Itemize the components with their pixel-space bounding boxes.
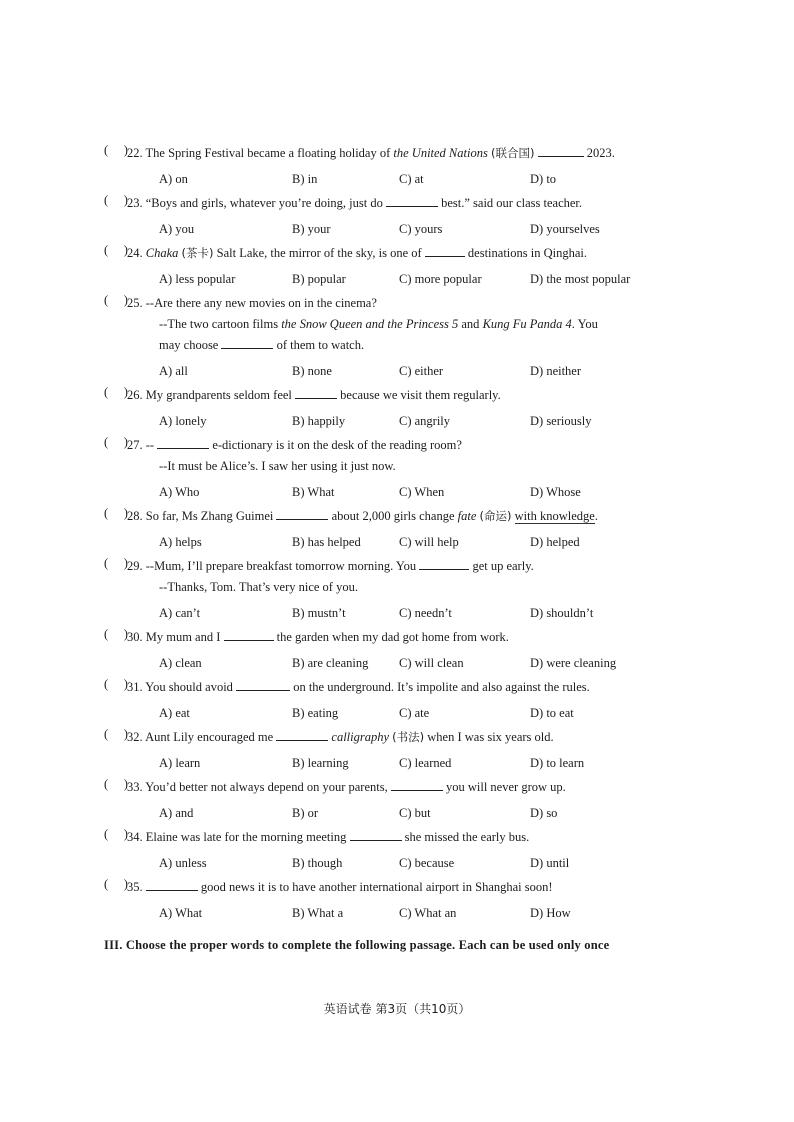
question-stem-line: 30. My mum and I the garden when my dad got home from work. (127, 630, 509, 644)
option-c[interactable]: C) will help (399, 535, 459, 549)
answer-blank[interactable] (391, 778, 443, 791)
question-stem-line: 25. --Are there any new movies on in the cinema? (127, 296, 377, 310)
options-row (127, 651, 687, 675)
answer-parentheses[interactable]: ( ) (104, 143, 128, 157)
answer-blank[interactable] (425, 244, 465, 257)
question-number: 32. (127, 730, 146, 744)
question-number: 22. (127, 146, 146, 160)
question-number: 31. (127, 680, 146, 694)
question-number: 33. (127, 780, 146, 794)
question-stem-line: --It must be Alice’s. I saw her using it just now. (159, 459, 396, 473)
question-number: 24. (127, 246, 146, 260)
page-footer: 英语试卷 第3页（共10页） (323, 1002, 471, 1016)
answer-parentheses[interactable]: ( ) (104, 556, 128, 570)
options-row (127, 801, 687, 825)
option-c[interactable]: C) either (399, 364, 444, 378)
option-a[interactable]: A) less popular (159, 272, 236, 286)
option-a[interactable]: A) helps (159, 535, 202, 549)
option-b[interactable]: B) your (292, 222, 331, 236)
question-number: 25. (127, 296, 146, 310)
option-a[interactable]: A) all (159, 364, 188, 378)
question-stem-line: --The two cartoon films the Snow Queen and the Princess 5 and Kung Fu Panda 4. You (159, 317, 598, 331)
question-31 (0, 677, 687, 727)
question-number: 27. (127, 438, 146, 452)
options-row (127, 267, 687, 291)
question-34 (0, 827, 687, 877)
option-a[interactable]: A) eat (159, 706, 190, 720)
question-stem-line: --Thanks, Tom. That’s very nice of you. (159, 580, 358, 594)
options-row (127, 530, 687, 554)
option-a[interactable]: A) and (159, 806, 194, 820)
question-stem-line: may choose of them to watch. (159, 338, 365, 352)
option-b[interactable]: B) What (292, 485, 335, 499)
option-d[interactable]: D) were cleaning (530, 656, 617, 670)
option-b[interactable]: B) eating (292, 706, 339, 720)
question-24 (0, 243, 687, 293)
question-number: 29. (127, 559, 146, 573)
option-c[interactable]: C) yours (399, 222, 443, 236)
question-list (0, 143, 794, 927)
options-row (127, 167, 687, 191)
question-stem-line: 26. My grandparents seldom feel because we visit them regularly. (127, 388, 501, 402)
option-c[interactable]: C) learned (399, 756, 452, 770)
answer-parentheses[interactable]: ( ) (104, 435, 128, 449)
option-c[interactable]: C) When (399, 485, 445, 499)
question-stem-line: 33. You’d better not always depend on your parents, you will never grow up. (127, 780, 566, 794)
answer-parentheses[interactable]: ( ) (104, 827, 128, 841)
option-d[interactable]: D) so (530, 806, 558, 820)
question-30 (0, 627, 687, 677)
option-b[interactable]: B) in (292, 172, 318, 186)
answer-blank[interactable] (276, 507, 328, 520)
option-d[interactable]: D) to learn (530, 756, 585, 770)
option-a[interactable]: A) on (159, 172, 188, 186)
options-row (127, 359, 687, 383)
answer-blank[interactable] (350, 828, 402, 841)
answer-parentheses[interactable]: ( ) (104, 877, 128, 891)
options-row (127, 409, 687, 433)
option-c[interactable]: C) needn’t (399, 606, 452, 620)
option-a[interactable]: A) Who (159, 485, 200, 499)
option-b[interactable]: B) popular (292, 272, 346, 286)
option-c[interactable]: C) because (399, 856, 455, 870)
question-28 (0, 506, 687, 556)
answer-parentheses[interactable]: ( ) (104, 293, 128, 307)
answer-parentheses[interactable]: ( ) (104, 193, 128, 207)
question-stem-line: 31. You should avoid on the underground. It’s impolite and also against the rules. (127, 680, 590, 694)
question-number: 34. (127, 830, 146, 844)
answer-blank[interactable] (538, 144, 584, 157)
option-c[interactable]: C) will clean (399, 656, 464, 670)
option-b[interactable]: B) are cleaning (292, 656, 369, 670)
answer-blank[interactable] (146, 878, 198, 891)
option-c[interactable]: C) at (399, 172, 424, 186)
option-a[interactable]: A) clean (159, 656, 202, 670)
option-d[interactable]: D) helped (530, 535, 580, 549)
question-23 (0, 193, 687, 243)
question-stem-line: 32. Aunt Lily encouraged me calligraphy (书法) when I was six years old. (127, 730, 554, 744)
question-stem-line: 28. So far, Ms Zhang Guimei about 2,000 girls change fate (命运) with knowledge. (127, 509, 598, 523)
option-a[interactable]: A) you (159, 222, 195, 236)
option-d[interactable]: D) to (530, 172, 557, 186)
options-row (127, 751, 687, 775)
option-d[interactable]: D) shouldn’t (530, 606, 594, 620)
answer-blank[interactable] (276, 728, 328, 741)
options-row (127, 901, 687, 925)
option-a[interactable]: A) can’t (159, 606, 201, 620)
options-row (127, 701, 687, 725)
question-stem-line: 22. The Spring Festival became a floating holiday of the United Nations (联合国) 2023. (127, 146, 615, 160)
option-b[interactable]: B) learning (292, 756, 349, 770)
answer-blank[interactable] (419, 557, 469, 570)
question-stem-line: 35. good news it is to have another international airport in Shanghai soon! (127, 880, 553, 894)
options-row (127, 217, 687, 241)
option-a[interactable]: A) learn (159, 756, 201, 770)
question-29 (0, 556, 687, 627)
option-d[interactable]: D) Whose (530, 485, 581, 499)
question-33 (0, 777, 687, 827)
option-c[interactable]: C) ate (399, 706, 430, 720)
question-number: 35. (127, 880, 146, 894)
question-stem-line: 27. -- e-dictionary is it on the desk of the reading room? (127, 438, 462, 452)
answer-parentheses[interactable]: ( ) (104, 627, 128, 641)
option-b[interactable]: B) or (292, 806, 319, 820)
question-stem-line: 23. “Boys and girls, whatever you’re doing, just do best.” said our class teacher. (127, 196, 583, 210)
answer-parentheses[interactable]: ( ) (104, 677, 128, 691)
option-d[interactable]: D) to eat (530, 706, 574, 720)
answer-blank[interactable] (295, 386, 337, 399)
question-number: 23. (127, 196, 146, 210)
option-b[interactable]: B) happily (292, 414, 346, 428)
options-row (127, 601, 687, 625)
option-a[interactable]: A) unless (159, 856, 207, 870)
option-d[interactable]: D) the most popular (530, 272, 631, 286)
answer-blank[interactable] (236, 678, 290, 691)
option-d[interactable]: D) neither (530, 364, 582, 378)
question-32 (0, 727, 687, 777)
question-35 (0, 877, 687, 927)
section-title: III. Choose the proper words to complete the following passage. Each can be used only once (104, 938, 610, 952)
answer-blank[interactable] (386, 194, 438, 207)
option-b[interactable]: B) has helped (292, 535, 361, 549)
option-c[interactable]: C) What an (399, 906, 457, 920)
question-number: 26. (127, 388, 146, 402)
answer-parentheses[interactable]: ( ) (104, 385, 128, 399)
option-b[interactable]: B) mustn’t (292, 606, 346, 620)
question-26 (0, 385, 687, 435)
option-d[interactable]: D) seriously (530, 414, 592, 428)
option-c[interactable]: C) but (399, 806, 431, 820)
answer-parentheses[interactable]: ( ) (104, 243, 128, 257)
answer-blank[interactable] (221, 336, 273, 349)
option-b[interactable]: B) none (292, 364, 332, 378)
option-d[interactable]: D) yourselves (530, 222, 600, 236)
option-a[interactable]: A) lonely (159, 414, 207, 428)
answer-parentheses[interactable]: ( ) (104, 506, 128, 520)
options-row (127, 480, 687, 504)
option-a[interactable]: A) What (159, 906, 203, 920)
answer-parentheses[interactable]: ( ) (104, 727, 128, 741)
question-25 (0, 293, 687, 385)
option-b[interactable]: B) though (292, 856, 343, 870)
question-stem-line: 34. Elaine was late for the morning meeting she missed the early bus. (127, 830, 530, 844)
question-22 (0, 143, 687, 193)
option-b[interactable]: B) What a (292, 906, 344, 920)
options-row (127, 851, 687, 875)
question-number: 30. (127, 630, 146, 644)
option-d[interactable]: D) until (530, 856, 570, 870)
question-stem-line: 29. --Mum, I’ll prepare breakfast tomorrow morning. You get up early. (127, 559, 534, 573)
question-stem-line: 24. Chaka (茶卡) Salt Lake, the mirror of the sky, is one of destinations in Qinghai. (127, 246, 588, 260)
option-d[interactable]: D) How (530, 906, 571, 920)
option-c[interactable]: C) more popular (399, 272, 482, 286)
question-number: 28. (127, 509, 146, 523)
answer-parentheses[interactable]: ( ) (104, 777, 128, 791)
question-27 (0, 435, 687, 506)
answer-blank[interactable] (157, 436, 209, 449)
answer-blank[interactable] (224, 628, 274, 641)
option-c[interactable]: C) angrily (399, 414, 451, 428)
